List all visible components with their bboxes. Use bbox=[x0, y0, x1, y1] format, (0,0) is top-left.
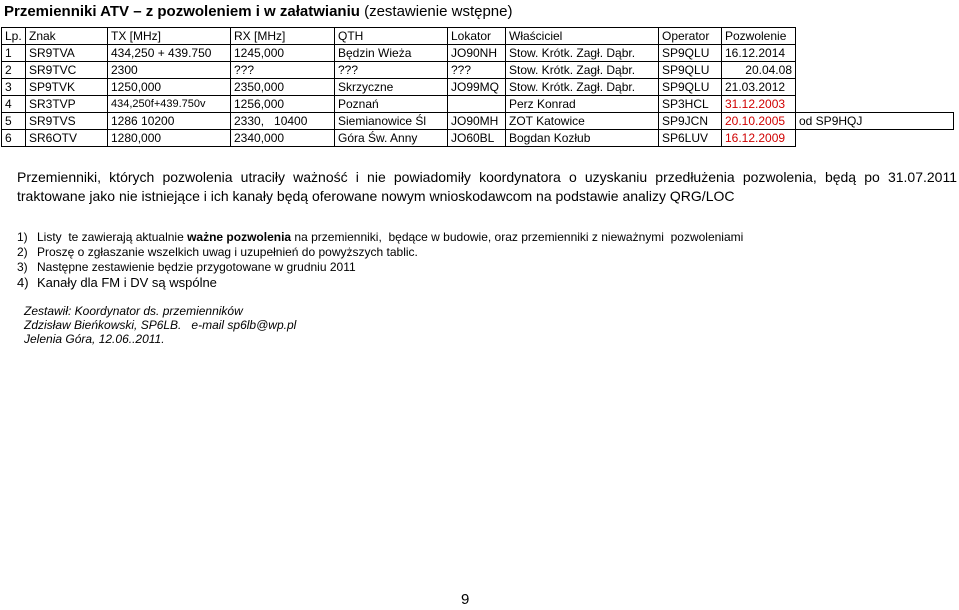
policy-paragraph: Przemienniki, których pozwolenia utraciły ważność i nie powiadomiły koordynatora o uzyskaniu przedłużenia pozwolenia, będą po 31.07.2011 traktowane jako nie istniejące i ich kanały będą oferowane nowym wnioskodawcom na podstawie analizy QRG/LOC bbox=[17, 169, 957, 204]
cell-rx: 2350,000 bbox=[231, 79, 335, 96]
table-row bbox=[2, 79, 954, 96]
table-header-row bbox=[2, 28, 954, 45]
page-number: 9 bbox=[461, 591, 470, 608]
cell-owner: Perz Konrad bbox=[506, 96, 659, 113]
cell-rx: 1245,000 bbox=[231, 45, 335, 62]
cell-permit-expired: 16.12.2009 bbox=[722, 130, 796, 147]
cell-call: SR9TVS bbox=[26, 113, 108, 130]
signature-line: Zestawił: Koordynator ds. przemienników bbox=[24, 304, 243, 318]
cell-locator: ??? bbox=[448, 62, 506, 79]
cell-lp: 1 bbox=[2, 45, 26, 62]
cell-call: SR9TVA bbox=[26, 45, 108, 62]
cell-qth: Będzin Wieża bbox=[335, 45, 448, 62]
cell-qth: Góra Św. Anny bbox=[335, 130, 448, 147]
cell-note bbox=[796, 79, 954, 96]
signature-line: Jelenia Góra, 12.06..2011. bbox=[24, 332, 165, 346]
list-item bbox=[17, 230, 743, 245]
cell-locator: JO99MQ bbox=[448, 79, 506, 96]
list-text: na przemienniki, będące w budowie, oraz przemienniki z nieważnymi pozwoleniami bbox=[291, 230, 744, 244]
table-row bbox=[2, 113, 954, 130]
header-cell: Właściciel bbox=[506, 28, 659, 45]
header-cell: QTH bbox=[335, 28, 448, 45]
cell-operator: SP9QLU bbox=[659, 79, 722, 96]
signature-line: Zdzisław Bieńkowski, SP6LB. e-mail sp6lb@wp.pl bbox=[24, 318, 297, 332]
cell-permit: 16.12.2014 bbox=[722, 45, 796, 62]
title-main: Przemienniki ATV – z pozwoleniem i w załatwianiu bbox=[4, 3, 360, 20]
cell-operator: SP9JCN bbox=[659, 113, 722, 130]
cell-permit: 21.03.2012 bbox=[722, 79, 796, 96]
cell-call: SR6OTV bbox=[26, 130, 108, 147]
cell-locator: JO90NH bbox=[448, 45, 506, 62]
cell-locator: JO90MH bbox=[448, 113, 506, 130]
list-text: Listy te zawierają aktualnie bbox=[37, 230, 188, 244]
cell-operator: SP6LUV bbox=[659, 130, 722, 147]
header-cell: RX [MHz] bbox=[231, 28, 335, 45]
signature-block bbox=[24, 304, 296, 346]
cell-note bbox=[796, 45, 954, 62]
header-cell: Lokator bbox=[448, 28, 506, 45]
cell-operator: SP9QLU bbox=[659, 62, 722, 79]
cell-owner: Stow. Krótk. Zagł. Dąbr. bbox=[506, 79, 659, 96]
list-text: Proszę o zgłaszanie wszelkich uwag i uzupełnień do powyższych tablic. bbox=[37, 245, 418, 259]
repeater-table bbox=[1, 27, 954, 147]
cell-call: SP9TVK bbox=[26, 79, 108, 96]
cell-note bbox=[796, 62, 954, 79]
cell-lp: 6 bbox=[2, 130, 26, 147]
cell-tx: 2300 bbox=[108, 62, 231, 79]
cell-tx: 1250,000 bbox=[108, 79, 231, 96]
table-row bbox=[2, 96, 954, 113]
cell-qth: Siemianowice Śl bbox=[335, 113, 448, 130]
list-item bbox=[17, 245, 743, 260]
list-number: 1) bbox=[17, 230, 28, 244]
list-text: Następne zestawienie będzie przygotowane w grudniu 2011 bbox=[37, 260, 356, 274]
header-cell: Lp. bbox=[2, 28, 26, 45]
cell-permit-expired: 20.10.2005 bbox=[722, 113, 796, 130]
cell-tx: 1286 10200 bbox=[108, 113, 231, 130]
list-item bbox=[17, 275, 743, 290]
cell-owner: Stow. Krótk. Zagł. Dąbr. bbox=[506, 62, 659, 79]
cell-call: SR9TVC bbox=[26, 62, 108, 79]
title-note: (zestawienie wstępne) bbox=[364, 3, 513, 20]
list-text: Kanały dla FM i DV są wspólne bbox=[37, 275, 217, 290]
cell-permit-expired: 31.12.2003 bbox=[722, 96, 796, 113]
list-item bbox=[17, 260, 743, 275]
cell-lp: 4 bbox=[2, 96, 26, 113]
table-row bbox=[2, 62, 954, 79]
cell-note bbox=[796, 96, 954, 113]
cell-rx: 2340,000 bbox=[231, 130, 335, 147]
notes-list bbox=[17, 230, 743, 290]
cell-note bbox=[796, 130, 954, 147]
cell-tx: 434,250f+439.750v bbox=[108, 96, 231, 113]
cell-operator: SP3HCL bbox=[659, 96, 722, 113]
cell-tx: 434,250 + 439.750 bbox=[108, 45, 231, 62]
list-number: 2) bbox=[17, 245, 28, 259]
table-row bbox=[2, 45, 954, 62]
table-row bbox=[2, 130, 954, 147]
empty-cell bbox=[796, 28, 954, 45]
cell-rx: ??? bbox=[231, 62, 335, 79]
cell-permit: 20.04.08 bbox=[722, 62, 796, 79]
cell-operator: SP9QLU bbox=[659, 45, 722, 62]
cell-call: SR3TVP bbox=[26, 96, 108, 113]
cell-owner: Stow. Krótk. Zagł. Dąbr. bbox=[506, 45, 659, 62]
cell-lp: 2 bbox=[2, 62, 26, 79]
cell-rx: 2330, 10400 bbox=[231, 113, 335, 130]
cell-qth: Skrzyczne bbox=[335, 79, 448, 96]
cell-owner: Bogdan Kozłub bbox=[506, 130, 659, 147]
cell-tx: 1280,000 bbox=[108, 130, 231, 147]
cell-lp: 5 bbox=[2, 113, 26, 130]
header-cell: Operator bbox=[659, 28, 722, 45]
cell-locator: JO60BL bbox=[448, 130, 506, 147]
cell-lp: 3 bbox=[2, 79, 26, 96]
cell-note: od SP9HQJ bbox=[796, 113, 954, 130]
cell-qth: Poznań bbox=[335, 96, 448, 113]
header-cell: TX [MHz] bbox=[108, 28, 231, 45]
cell-locator bbox=[448, 96, 506, 113]
page-title bbox=[4, 3, 512, 20]
cell-owner: ZOT Katowice bbox=[506, 113, 659, 130]
header-cell: Znak bbox=[26, 28, 108, 45]
list-number: 4) bbox=[17, 275, 29, 290]
list-text-bold: ważne pozwolenia bbox=[187, 230, 292, 244]
cell-rx: 1256,000 bbox=[231, 96, 335, 113]
header-cell: Pozwolenie bbox=[722, 28, 796, 45]
list-number: 3) bbox=[17, 260, 28, 274]
cell-qth: ??? bbox=[335, 62, 448, 79]
